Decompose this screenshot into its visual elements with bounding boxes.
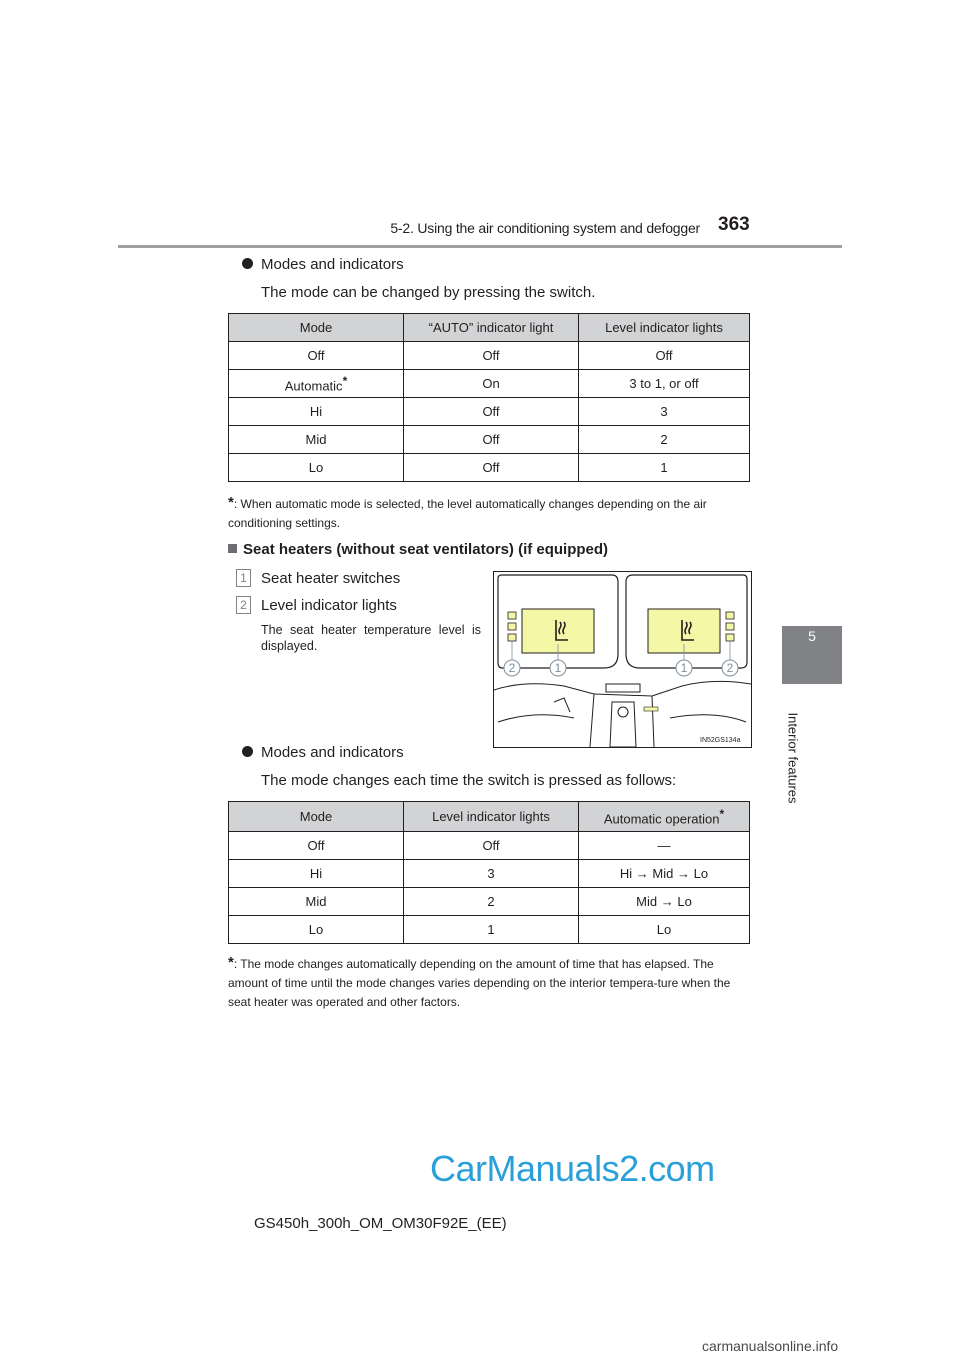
bullet-label: Modes and indicators — [261, 256, 404, 273]
callout-mark: 1 — [680, 661, 688, 675]
table-cell: On — [404, 370, 579, 398]
asterisk-mark: * — [719, 806, 725, 821]
footnote-text: : The mode changes automatically depending on the amount of time that has elapsed. The amount of time until the mode changes varies depending on the interior tempera-ture when the seat heater was operated and other factors. — [228, 957, 731, 1009]
section-heading-text: Seat heaters (without seat ventilators) (if equipped) — [243, 541, 609, 558]
bullet-dot-icon — [242, 258, 253, 269]
column-header-automatic — [579, 802, 750, 832]
level-indicator-lights-right — [726, 612, 734, 641]
callout-label: Level indicator lights — [261, 597, 397, 614]
mode-description-2: The mode changes each time the switch is pressed as follows: — [261, 772, 677, 789]
watermark-carmanualsonline: carmanualsonline.info — [702, 1338, 839, 1354]
dashboard-drawing — [494, 572, 751, 747]
table-cell-automatic — [229, 370, 404, 398]
watermark-carmanuals2: CarManuals2.com — [430, 1148, 715, 1189]
callout-label: Seat heater switches — [261, 570, 401, 587]
table-cell: 1 — [404, 916, 579, 944]
table-cell: Off — [404, 832, 579, 860]
footnote-asterisk: * — [228, 954, 234, 971]
table-cell: 3 to 1, or off — [579, 370, 750, 398]
section-heading-seat-heaters — [228, 541, 608, 558]
section-title: 5-2. Using the air conditioning system and defogger — [390, 220, 700, 236]
footnote-heater — [228, 954, 748, 1012]
bullet-label: Modes and indicators — [261, 744, 404, 761]
table-cell: 3 — [404, 860, 579, 888]
illustration-code: IN52GS134a — [700, 737, 741, 744]
column-header: “AUTO” indicator light — [404, 314, 579, 342]
column-header: Level indicator lights — [579, 314, 750, 342]
table-cell: — — [579, 832, 750, 860]
table-cell: Off — [229, 342, 404, 370]
footnote-ventilator — [228, 494, 748, 533]
table-row — [229, 916, 750, 944]
callout-note: The seat heater temperature level is displayed. — [261, 623, 481, 653]
column-header: Mode — [229, 802, 404, 832]
chapter-title: Interior features — [785, 712, 801, 804]
table-cell: Lo — [579, 916, 750, 944]
table-row — [229, 454, 750, 482]
heater-mode-table — [228, 801, 750, 944]
bullet-modes-indicators — [242, 256, 404, 273]
table-cell: Mid — [229, 888, 404, 916]
seat-heater-illustration — [493, 571, 752, 748]
callout-number-box: 1 — [236, 569, 251, 587]
table-cell: Hi → Mid → Lo — [579, 860, 750, 888]
table-row — [229, 342, 750, 370]
bullet-dot-icon — [242, 746, 253, 757]
table-cell: Mid → Lo — [579, 888, 750, 916]
document-code: GS450h_300h_OM_OM30F92E_(EE) — [254, 1215, 507, 1232]
callout-number-box: 2 — [236, 596, 251, 614]
table-cell: Off — [404, 426, 579, 454]
table-row — [229, 832, 750, 860]
column-header-text: Automatic operation — [603, 811, 720, 827]
column-header: Level indicator lights — [404, 802, 579, 832]
table-cell: Mid — [229, 426, 404, 454]
asterisk-mark: * — [342, 373, 348, 388]
table-row — [229, 398, 750, 426]
table-cell: Off — [404, 454, 579, 482]
ventilator-mode-table — [228, 313, 750, 482]
header-divider — [118, 245, 842, 248]
chapter-number: 5 — [808, 628, 816, 644]
callout-mark: 2 — [726, 661, 734, 675]
table-cell: 2 — [579, 426, 750, 454]
column-header: Mode — [229, 314, 404, 342]
mode-description: The mode can be changed by pressing the switch. — [261, 284, 596, 301]
table-row — [229, 426, 750, 454]
callout-1 — [236, 569, 400, 587]
table-row — [229, 860, 750, 888]
level-indicator-lights-left — [508, 612, 516, 641]
table-row — [229, 888, 750, 916]
page-number: 363 — [718, 214, 750, 235]
bullet-modes-indicators-2 — [242, 744, 404, 761]
table-cell: Hi — [229, 860, 404, 888]
table-header-row — [229, 802, 750, 832]
callout-mark: 1 — [554, 661, 562, 675]
footnote-asterisk: * — [228, 494, 234, 511]
table-cell: Off — [579, 342, 750, 370]
callout-mark: 2 — [508, 661, 516, 675]
table-row — [229, 370, 750, 398]
callout-2 — [236, 596, 397, 614]
table-cell: Lo — [229, 454, 404, 482]
table-header-row — [229, 314, 750, 342]
table-cell: Hi — [229, 398, 404, 426]
table-cell: 2 — [404, 888, 579, 916]
table-cell: 1 — [579, 454, 750, 482]
table-cell: Off — [404, 342, 579, 370]
mode-automatic: Automatic — [284, 378, 343, 394]
table-cell: 3 — [579, 398, 750, 426]
square-bullet-icon — [228, 544, 237, 553]
footnote-text: : When automatic mode is selected, the level automatically changes depending on the air conditioning settings. — [228, 497, 707, 530]
chapter-title-vertical — [778, 712, 808, 804]
table-cell: Off — [229, 832, 404, 860]
table-cell: Off — [404, 398, 579, 426]
table-cell: Lo — [229, 916, 404, 944]
